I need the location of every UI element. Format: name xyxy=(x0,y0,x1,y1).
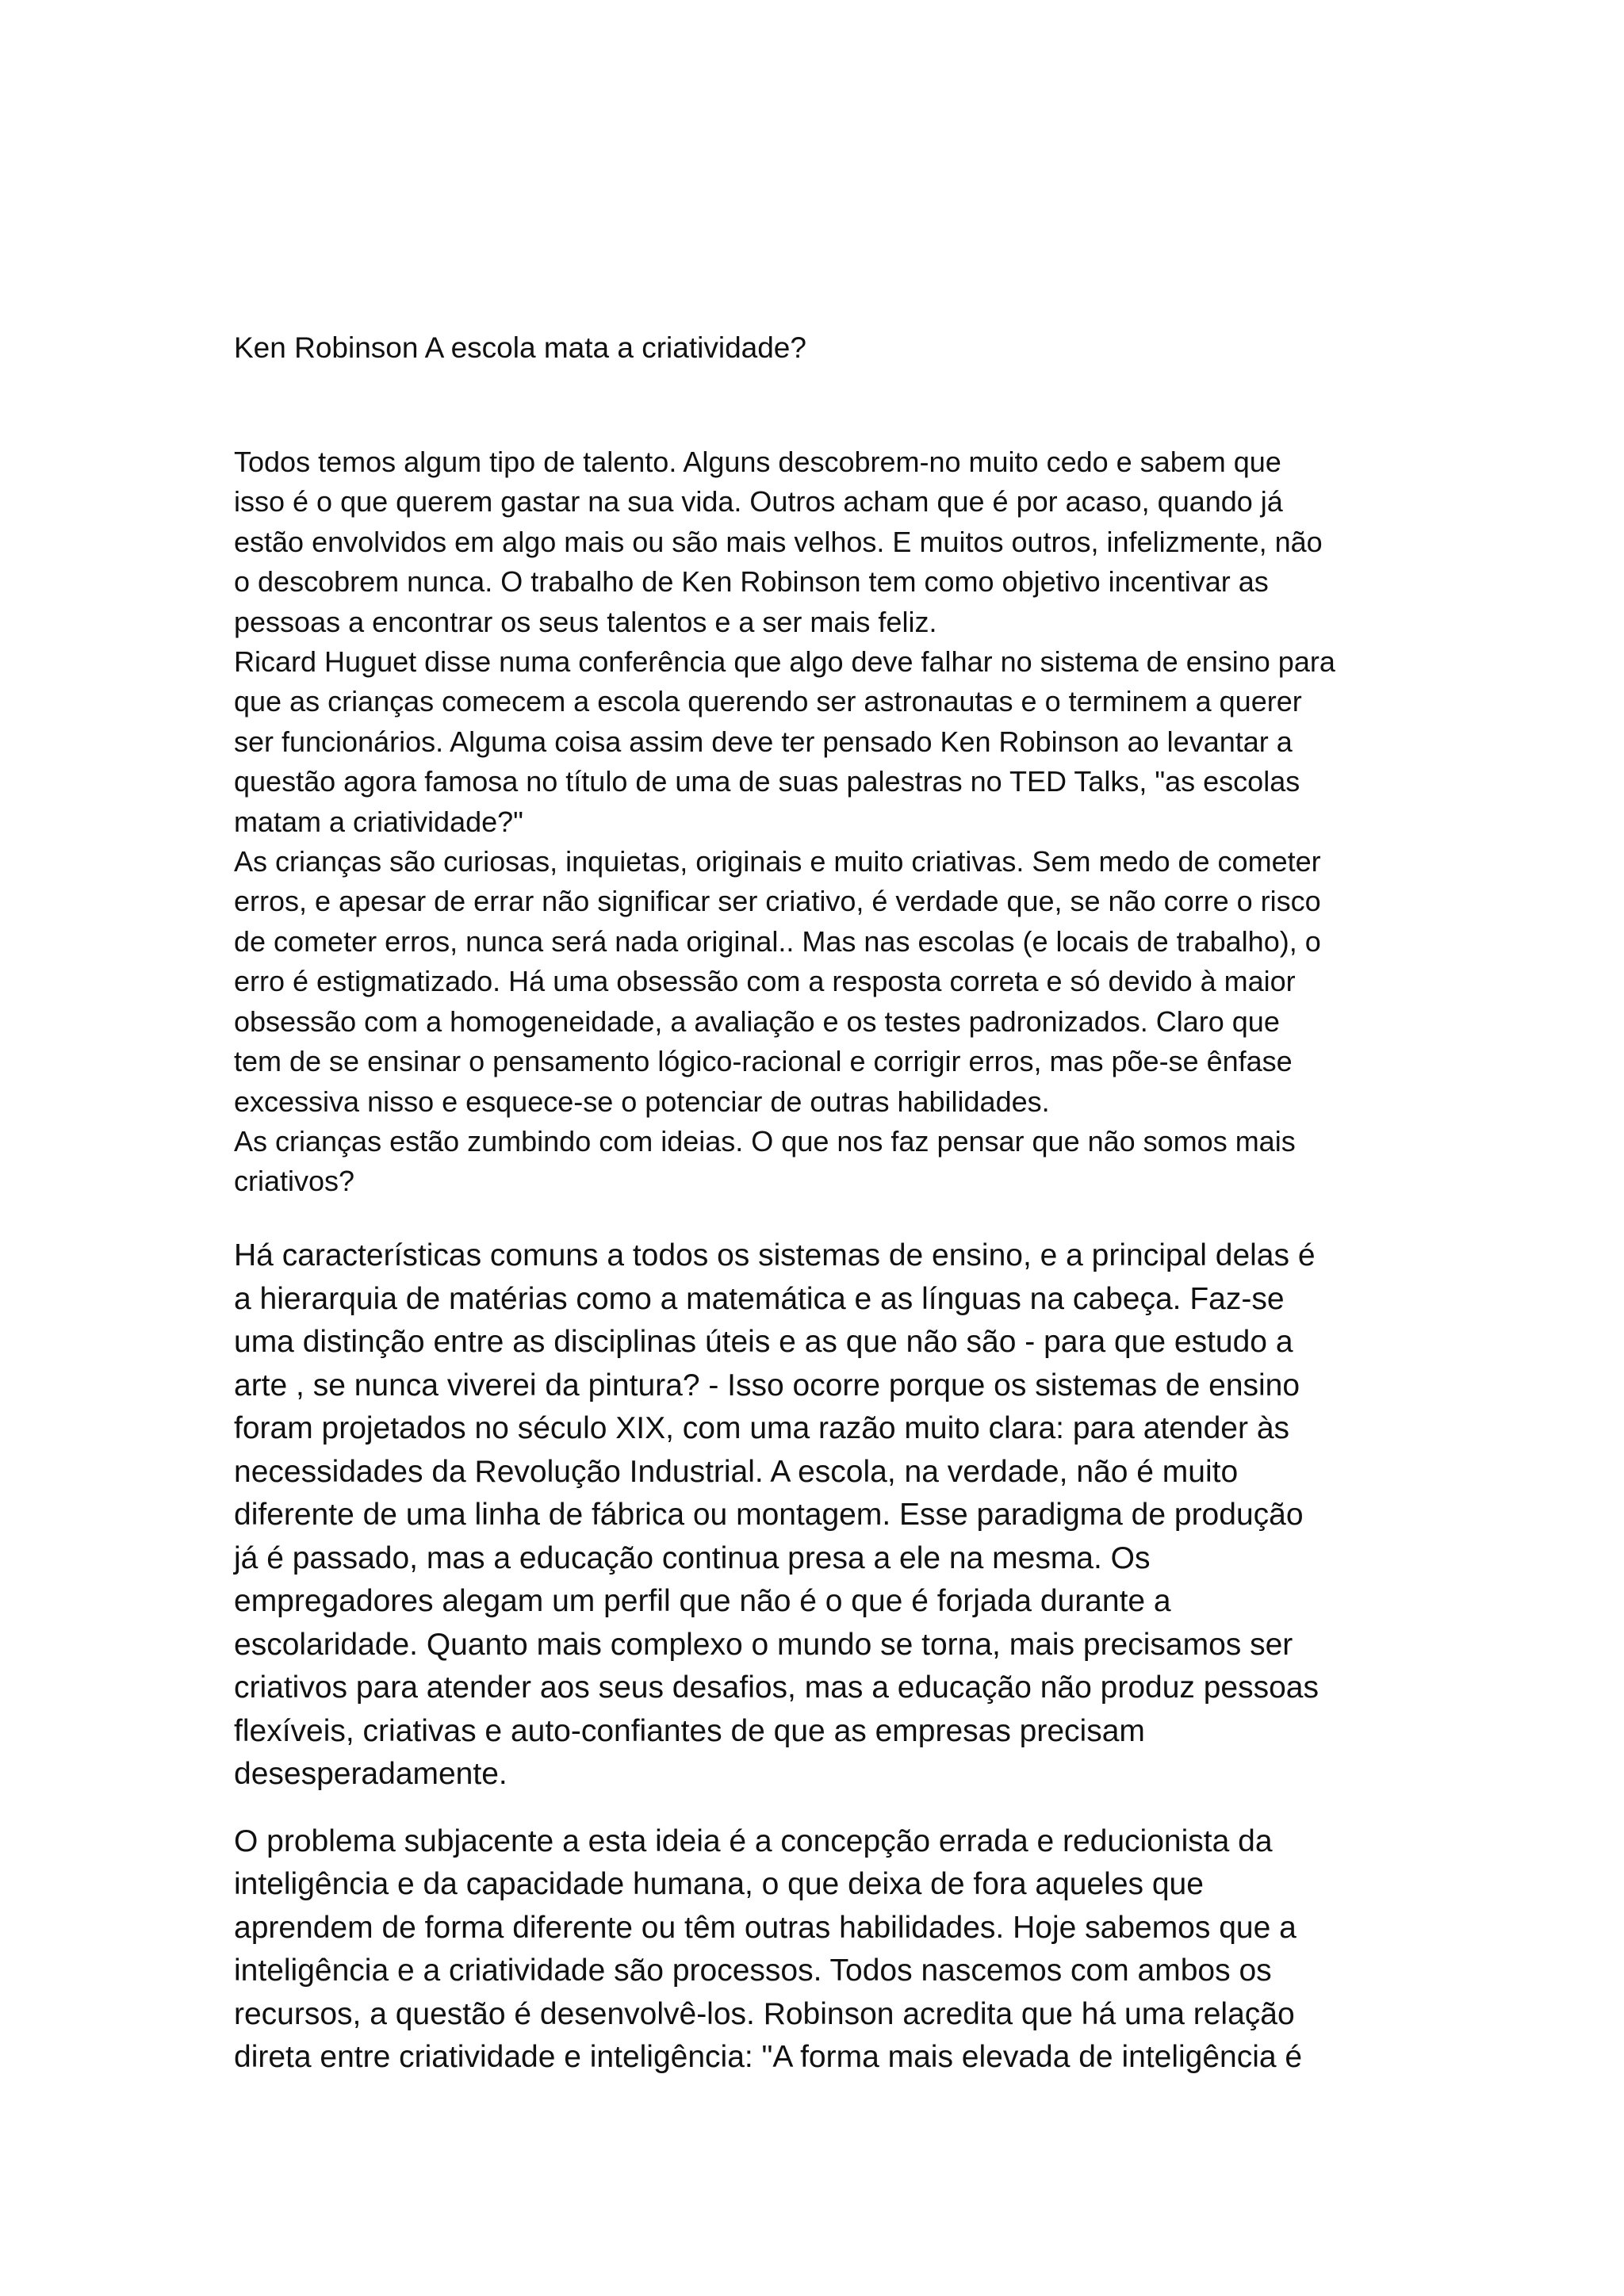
text-line: O problema subjacente a esta ideia é a concepção errada e reducionista da xyxy=(234,1823,1273,1858)
text-line: foram projetados no século XIX, com uma razão muito clara: para atender às xyxy=(234,1411,1290,1445)
text-line: obsessão com a homogeneidade, a avaliação e os testes padronizados. Claro que xyxy=(234,1004,1280,1038)
document-title: Ken Robinson A escola mata a criatividade? xyxy=(234,331,806,364)
text-line: criativos para atender aos seus desafios, mas a educação não produz pessoas xyxy=(234,1670,1319,1705)
body-paragraphs xyxy=(234,1234,1423,2080)
text-line: Há características comuns a todos os sistemas de ensino, e a principal delas é xyxy=(234,1238,1316,1272)
text-line: erros, e apesar de errar não significar ser criativo, é verdade que, se não corre o risco xyxy=(234,885,1321,918)
text-line: excessiva nisso e esquece-se o potenciar de outras habilidades. xyxy=(234,1085,1050,1118)
text-line: diferente de uma linha de fábrica ou montagem. Esse paradigma de produção xyxy=(234,1498,1304,1532)
text-line: inteligência e a criatividade são processos. Todos nascemos com ambos os xyxy=(234,1954,1272,1988)
text-line: Todos temos algum tipo de talento. Alguns descobrem-no muito cedo e sabem que xyxy=(234,446,1281,478)
text-line: de cometer erros, nunca será nada original.. Mas nas escolas (e locais de trabalho), o xyxy=(234,924,1321,958)
text-line: tem de se ensinar o pensamento lógico-racional e corrigir erros, mas põe-se ênfase xyxy=(234,1045,1293,1078)
text-line: aprendem de forma diferente ou têm outras habilidades. Hoje sabemos que a xyxy=(234,1910,1297,1945)
text-line: ser funcionários. Alguma coisa assim deve ter pensado Ken Robinson ao levantar a xyxy=(234,725,1293,758)
text-line: uma distinção entre as disciplinas úteis e as que não são - para que estudo a xyxy=(234,1325,1293,1359)
text-line: flexíveis, criativas e auto-confiantes de que as empresas precisam xyxy=(234,1713,1145,1748)
text-line: a hierarquia de matérias como a matemática e as línguas na cabeça. Faz-se xyxy=(234,1281,1285,1316)
paragraph-spacer xyxy=(234,1797,1423,1820)
text-line: pessoas a encontrar os seus talentos e a ser mais feliz. xyxy=(234,605,937,638)
text-line: necessidades da Revolução Industrial. A escola, na verdade, não é muito xyxy=(234,1454,1239,1489)
text-line: escolaridade. Quanto mais complexo o mundo se torna, mais precisamos ser xyxy=(234,1627,1293,1662)
text-line: As crianças estão zumbindo com ideias. O que nos faz pensar que não somos mais xyxy=(234,1124,1296,1158)
text-line: questão agora famosa no título de uma de suas palestras no TED Talks, "as escolas xyxy=(234,765,1300,798)
text-line: inteligência e da capacidade humana, o que deixa de fora aqueles que xyxy=(234,1867,1204,1901)
paragraph-education-systems xyxy=(234,1234,1423,1797)
text-line: isso é o que querem gastar na sua vida. Outros acham que é por acaso, quando já xyxy=(234,485,1283,519)
text-line: desesperadamente. xyxy=(234,1757,508,1791)
text-line: erro é estigmatizado. Há uma obsessão com a resposta correta e só devido à maior xyxy=(234,965,1296,998)
text-line: criativos? xyxy=(234,1165,355,1198)
text-line: já é passado, mas a educação continua presa a ele na mesma. Os xyxy=(234,1540,1151,1575)
text-line: estão envolvidos em algo mais ou são mais velhos. E muitos outros, infelizmente, não xyxy=(234,525,1323,558)
text-line: que as crianças comecem a escola querendo ser astronautas e o terminem a querer xyxy=(234,685,1302,718)
text-line: direta entre criatividade e inteligência: "A forma mais elevada de inteligência é xyxy=(234,2040,1303,2074)
text-line: o descobrem nunca. O trabalho de Ken Robinson tem como objetivo incentivar as xyxy=(234,565,1269,599)
text-line: Ricard Huguet disse numa conferência que algo deve falhar no sistema de ensino para xyxy=(234,645,1335,679)
text-line: arte , se nunca viverei da pintura? - Isso ocorre porque os sistemas de ensino xyxy=(234,1368,1300,1402)
text-line: empregadores alegam um perfil que não é o que é forjada durante a xyxy=(234,1584,1171,1618)
paragraph-intelligence xyxy=(234,1820,1423,2080)
intro-paragraph xyxy=(234,442,1423,1202)
text-line: matam a criatividade?" xyxy=(234,805,523,838)
text-line: recursos, a questão é desenvolvê-los. Robinson acredita que há uma relação xyxy=(234,1996,1295,2031)
text-line: As crianças são curiosas, inquietas, originais e muito criativas. Sem medo de cometer xyxy=(234,845,1321,878)
